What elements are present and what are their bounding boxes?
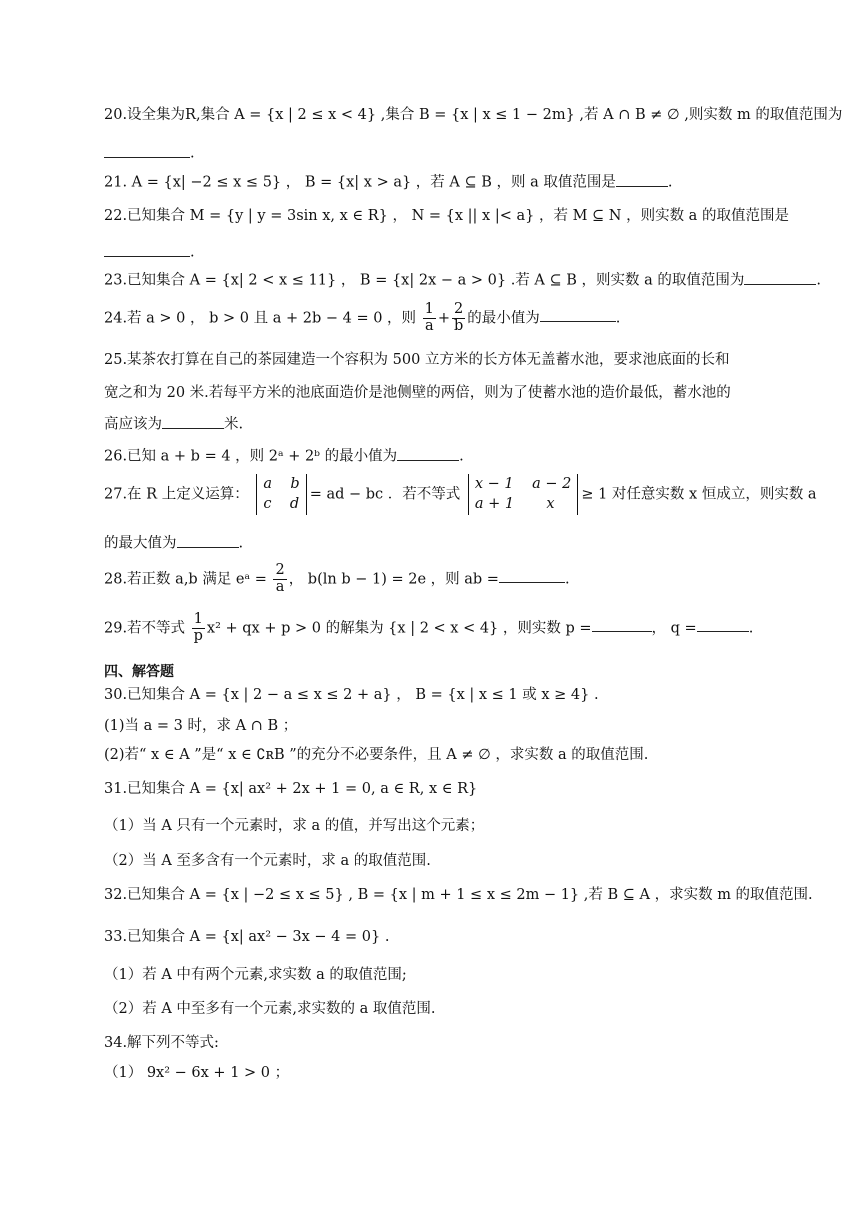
- question-33-part-2: （2）若 A 中至多有一个元素,求实数的 a 取值范围.: [104, 1001, 436, 1017]
- determinant-inequality: x − 1 a − 2 a + 1 x: [468, 474, 578, 515]
- determinant-definition: a b c d: [256, 474, 306, 515]
- question-25-line-1: 25.某茶农打算在自己的茶园建造一个容积为 500 立方米的长方体无盖蓄水池，要求池底面的长和: [104, 352, 730, 368]
- question-31: 31.已知集合 A = {x| ax² + 2x + 1 = 0, a ∈ R, x ∈ R}: [104, 781, 478, 797]
- question-23: 23.已知集合 A = {x| 2 < x ≤ 11} ， B = {x| 2x − a > 0} .若 A ⊆ B ，则实数 a 的取值范围为 .: [104, 269, 821, 290]
- answer-blank: [397, 445, 459, 461]
- answer-blank: [540, 307, 616, 323]
- question-33: 33.已知集合 A = {x| ax² − 3x − 4 = 0} .: [104, 929, 390, 945]
- answer-blank: [499, 568, 565, 584]
- question-32: 32.已知集合 A = {x | −2 ≤ x ≤ 5} , B = {x | m + 1 ≤ x ≤ 2m − 1} ,若 B ⊆ A ，求实数 m 的取值范围.: [104, 887, 813, 903]
- question-30-part-1: (1)当 a = 3 时，求 A ∩ B ；: [104, 718, 298, 734]
- question-20: [104, 106, 842, 124]
- question-34-part-1: （1） 9x² − 6x + 1 > 0 ；: [104, 1065, 290, 1081]
- question-27: 27.在 R 上定义运算： a b c d = ad − bc ．若不等式 x − 1 a − 2 a + 1 x ≥ 1 对任意实数 x 恒成立，则实数 a: [104, 474, 817, 515]
- fraction-1-over-a: $\frac{1}{a}$: [424, 301, 434, 334]
- question-22: [104, 207, 789, 225]
- answer-blank-p: [592, 617, 652, 633]
- question-30-part-2: (2)若“ x ∈ A ”是“ x ∈ ∁ʀB ”的充分不必要条件，且 A ≠ ∅ ，求实数 a 的取值范围.: [104, 747, 649, 763]
- question-23-text: 23.已知集合 A = {x| 2 < x ≤ 11} ， B = {x| 2x − a > 0} .若 A ⊆ B ，则实数 a 的取值范围为: [104, 272, 745, 289]
- question-29: 29.若不等式 $\frac{1}{p}$ x² + qx + p > 0 的解集为 {x | 2 < x < 4} ，则实数 p = ， q = .: [104, 611, 754, 644]
- answer-blank: [616, 171, 668, 187]
- section-heading: 四、解答题: [104, 664, 174, 680]
- question-22-answer-line: .: [104, 241, 195, 262]
- question-33-part-1: （1）若 A 中有两个元素,求实数 a 的取值范围;: [104, 967, 407, 983]
- question-21-text: 21. A = {x| −2 ≤ x ≤ 5} ， B = {x| x > a} ，若 A ⊆ B ，则 a 取值范围是: [104, 174, 616, 191]
- question-34: 34.解下列不等式:: [104, 1035, 219, 1051]
- answer-blank-q: [697, 617, 749, 633]
- question-30: 30.已知集合 A = {x | 2 − a ≤ x ≤ 2 + a} ， B = {x | x ≤ 1 或 x ≥ 4} .: [104, 687, 599, 703]
- question-24: 24.若 a > 0 ， b > 0 且 a + 2b − 4 = 0 ，则 $\frac{1}{a}$ + $\frac{2}{b}$ 的最小值为 .: [104, 301, 621, 334]
- fraction-2-over-b: $\frac{2}{b}$: [454, 301, 464, 334]
- fraction-2-over-a: $\frac{2}{a}$: [275, 562, 285, 595]
- question-31-part-2: （2）当 A 至多含有一个元素时，求 a 的取值范围.: [104, 853, 431, 869]
- question-22-text: 22.已知集合 M = {y | y = 3sin x, x ∈ R} ， N = {x || x |< a} ，若 M ⊆ N ，则实数 a 的取值范围是: [104, 208, 789, 224]
- question-21: 21. A = {x| −2 ≤ x ≤ 5} ， B = {x| x > a} ，若 A ⊆ B ，则 a 取值范围是 .: [104, 171, 673, 192]
- question-28: 28.若正数 a,b 满足 eᵃ = $\frac{2}{a}$ ， b(ln b − 1) = 2e ，则 ab = .: [104, 562, 570, 595]
- question-20-answer-line: .: [104, 142, 195, 163]
- fraction-1-over-p: $\frac{1}{p}$: [193, 611, 203, 644]
- answer-blank: [104, 241, 190, 257]
- question-25-line-2: 宽之和为 20 米.若每平方米的池底面造价是池侧壁的两倍，则为了使蓄水池的造价最低，蓄水池的: [104, 385, 731, 401]
- question-27-line-2: 的最大值为 .: [104, 532, 243, 553]
- question-25-line-3: 高应该为 米.: [104, 413, 243, 434]
- answer-blank: [104, 142, 190, 158]
- answer-blank: [162, 413, 224, 429]
- question-26: 26.已知 a + b = 4 ，则 2ᵃ + 2ᵇ 的最小值为 .: [104, 445, 464, 466]
- answer-blank: [744, 269, 816, 285]
- question-31-part-1: （1）当 A 只有一个元素时，求 a 的值，并写出这个元素；: [104, 818, 485, 834]
- answer-blank: [177, 532, 239, 548]
- question-20-text: 20.设全集为R,集合 A = {x | 2 ≤ x < 4} ,集合 B = {x | x ≤ 1 − 2m} ,若 A ∩ B ≠ ∅ ,则实数 m 的取值范围为: [104, 107, 843, 123]
